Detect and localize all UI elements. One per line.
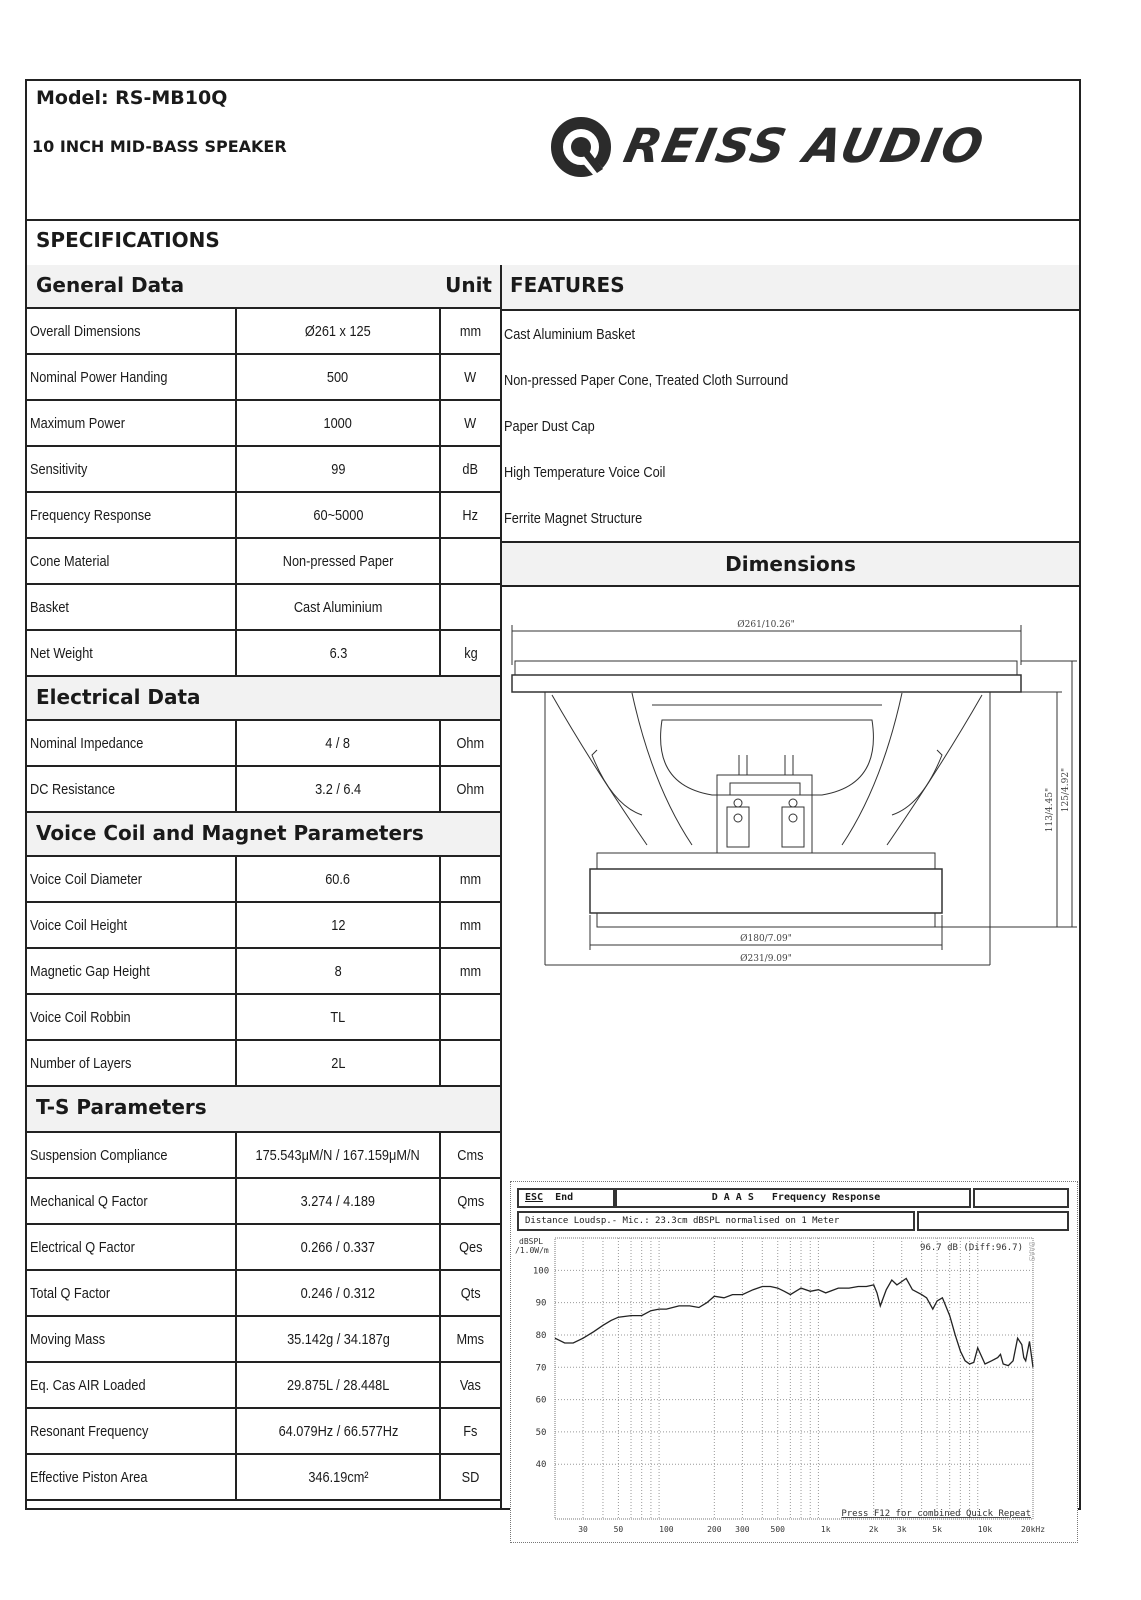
param-value	[237, 857, 441, 901]
footer-hint: Press F12 for combined Quick Repeat	[841, 1509, 1031, 1519]
table-row	[27, 903, 500, 949]
param-value-text: 3.274 / 4.189	[300, 1192, 376, 1210]
param-label	[27, 1363, 237, 1407]
x-tick-label: 10k	[977, 1525, 993, 1534]
param-value	[237, 355, 441, 399]
feature-text: Cast Aluminium Basket	[504, 325, 636, 343]
param-unit-text: dB	[462, 460, 479, 478]
param-unit	[441, 585, 500, 629]
param-unit	[441, 903, 500, 947]
param-label-text: Suspension Compliance	[30, 1146, 168, 1164]
daas-info-extra	[917, 1211, 1069, 1231]
daas-watermark: DAAS	[1027, 1242, 1036, 1262]
param-value-text: 500	[327, 368, 349, 386]
q-logo-icon	[549, 115, 617, 183]
param-unit	[441, 447, 500, 491]
param-value	[237, 903, 441, 947]
param-label	[27, 631, 237, 675]
param-label	[27, 857, 237, 901]
param-label-text: Number of Layers	[30, 1054, 132, 1072]
param-unit-text: mm	[459, 322, 482, 340]
section-title: T-S Parameters	[36, 1095, 207, 1119]
param-unit-text: Mms	[456, 1330, 485, 1348]
param-value	[237, 949, 441, 993]
param-value-text: 1000	[323, 414, 353, 432]
section-title: Electrical Data	[36, 685, 201, 709]
speaker-dimension-drawing	[502, 585, 1079, 1005]
param-value	[237, 539, 441, 583]
table-row	[27, 355, 500, 401]
param-value-text: Cast Aluminium	[293, 598, 383, 616]
frequency-response-chart	[511, 1232, 1077, 1542]
param-label	[27, 1317, 237, 1361]
basket-window	[652, 705, 882, 795]
x-tick-label: 200	[707, 1525, 722, 1534]
param-label-text: Cone Material	[30, 552, 110, 570]
x-tick-label: 500	[770, 1525, 785, 1534]
param-unit-text: mm	[459, 870, 482, 888]
table-row	[27, 1271, 500, 1317]
outer-diameter-label: Ø261/10.26"	[737, 620, 795, 630]
param-unit-text: Qms	[457, 1192, 484, 1210]
param-label-text: Maximum Power	[30, 414, 125, 432]
param-label	[27, 585, 237, 629]
section-title: General Data	[36, 273, 185, 297]
param-value-text: 3.2 / 6.4	[314, 780, 362, 798]
table-row	[27, 721, 500, 767]
param-label-text: Eq. Cas AIR Loaded	[30, 1376, 146, 1394]
y-tick-label: 40	[535, 1460, 547, 1471]
y-axis-unit: /1.0W/m	[515, 1246, 549, 1255]
param-unit	[441, 1041, 500, 1085]
param-unit	[441, 1363, 500, 1407]
table-row	[27, 1363, 500, 1409]
feature-item	[502, 311, 1079, 357]
general-data-table	[27, 309, 500, 677]
feature-text: High Temperature Voice Coil	[504, 463, 666, 481]
param-unit-text: Hz	[462, 506, 479, 524]
param-value-text: 60~5000	[312, 506, 363, 524]
param-unit	[441, 1455, 500, 1499]
basket-outline	[545, 692, 990, 965]
frequency-response-window	[510, 1181, 1078, 1543]
param-label	[27, 493, 237, 537]
param-label-text: Mechanical Q Factor	[30, 1192, 148, 1210]
dimensions-header	[502, 541, 1079, 587]
param-label-text: Overall Dimensions	[30, 322, 141, 340]
param-value-text: Non-pressed Paper	[282, 552, 394, 570]
table-row	[27, 493, 500, 539]
y-axis-label: dBSPL	[519, 1237, 544, 1246]
param-label	[27, 401, 237, 445]
param-unit-text: Fs	[463, 1422, 478, 1440]
param-label	[27, 721, 237, 765]
param-value-text: 2L	[330, 1054, 346, 1072]
param-value-text: 35.142g / 34.187g	[286, 1330, 390, 1348]
table-row	[27, 995, 500, 1041]
feature-item	[502, 495, 1079, 541]
param-label	[27, 1179, 237, 1223]
param-unit-text: Ohm	[456, 780, 485, 798]
param-unit-text: mm	[459, 916, 482, 934]
y-tick-label: 100	[532, 1266, 550, 1277]
x-tick-label: 1k	[820, 1525, 831, 1534]
param-label-text: Sensitivity	[30, 460, 88, 478]
daas-info: Distance Loudsp.- Mic.: 23.3cm dBSPL normalised on 1 Meter	[517, 1211, 915, 1231]
param-value	[237, 1133, 441, 1177]
param-label	[27, 539, 237, 583]
param-label	[27, 995, 237, 1039]
param-value-text: 60.6	[325, 870, 351, 888]
model-title: Model: RS-MB10Q	[36, 87, 228, 109]
param-value-text: Ø261 x 125	[305, 322, 371, 340]
specifications-title: SPECIFICATIONS	[36, 228, 220, 252]
param-unit-text: SD	[461, 1468, 480, 1486]
table-row	[27, 1225, 500, 1271]
table-row	[27, 1317, 500, 1363]
brand-name: REISS AUDIO	[619, 119, 990, 174]
brand-logo	[549, 115, 1039, 185]
esc-label: End	[555, 1192, 574, 1203]
x-tick-label: 300	[735, 1525, 750, 1534]
x-tick-label: 100	[659, 1525, 674, 1534]
param-value	[237, 1363, 441, 1407]
feature-item	[502, 403, 1079, 449]
table-row	[27, 401, 500, 447]
spl-curve	[555, 1278, 1033, 1367]
param-value-text: 64.079Hz / 66.577Hz	[278, 1422, 398, 1440]
param-label	[27, 767, 237, 811]
param-unit-text: Cms	[457, 1146, 484, 1164]
feature-text: Non-pressed Paper Cone, Treated Cloth Surround	[504, 371, 789, 389]
terminal-block	[717, 775, 812, 853]
magnet	[590, 869, 942, 913]
param-unit	[441, 1133, 500, 1177]
param-unit	[441, 949, 500, 993]
param-label-text: Voice Coil Diameter	[30, 870, 142, 888]
surround-ring	[515, 661, 1017, 675]
param-value	[237, 1179, 441, 1223]
param-unit-text: W	[464, 368, 477, 386]
param-value-text: TL	[330, 1008, 346, 1026]
param-label	[27, 1455, 237, 1499]
param-unit	[441, 1409, 500, 1453]
param-value	[237, 767, 441, 811]
unit-header: Unit	[445, 273, 492, 297]
table-row	[27, 585, 500, 631]
features-list	[502, 311, 1079, 541]
param-value	[237, 631, 441, 675]
param-value	[237, 1455, 441, 1499]
depth-total-label: 125/4.92"	[1061, 767, 1071, 813]
param-label	[27, 1409, 237, 1453]
param-unit	[441, 767, 500, 811]
daas-title-extra	[973, 1188, 1069, 1208]
param-value-text: 99	[330, 460, 346, 478]
right-column	[500, 265, 1079, 1534]
param-label-text: Moving Mass	[30, 1330, 106, 1348]
param-value	[237, 1409, 441, 1453]
param-label	[27, 447, 237, 491]
top-plate	[597, 853, 935, 869]
param-value-text: 175.543μM/N / 167.159μM/N	[255, 1146, 421, 1164]
x-tick-label: 20kHz	[1020, 1525, 1046, 1534]
param-unit	[441, 721, 500, 765]
param-label	[27, 1133, 237, 1177]
param-unit-text: W	[464, 414, 477, 432]
x-tick-label: 50	[613, 1525, 624, 1534]
y-tick-label: 50	[535, 1427, 547, 1438]
param-unit	[441, 355, 500, 399]
voice-coil-table	[27, 857, 500, 1087]
param-label-text: Electrical Q Factor	[30, 1238, 135, 1256]
basket-diameter-label: Ø231/9.09"	[740, 954, 792, 964]
table-row	[27, 1179, 500, 1225]
table-row	[27, 539, 500, 585]
ts-parameters-table	[27, 1133, 500, 1501]
table-row	[27, 949, 500, 995]
table-row	[27, 1133, 500, 1179]
header	[27, 81, 1079, 221]
esc-key-label: ESC	[525, 1192, 544, 1203]
param-value	[237, 1225, 441, 1269]
table-row	[27, 1041, 500, 1087]
param-label	[27, 1271, 237, 1315]
feature-text: Paper Dust Cap	[504, 417, 595, 435]
param-value	[237, 309, 441, 353]
param-label-text: Net Weight	[30, 644, 93, 662]
y-tick-label: 70	[535, 1363, 547, 1374]
param-unit	[441, 995, 500, 1039]
param-unit-text: kg	[463, 644, 478, 662]
param-label-text: Voice Coil Height	[30, 916, 128, 934]
param-unit	[441, 1317, 500, 1361]
param-value	[237, 585, 441, 629]
dimensions-title: Dimensions	[725, 552, 856, 576]
param-value	[237, 721, 441, 765]
datasheet	[25, 79, 1081, 1534]
y-tick-label: 80	[535, 1330, 547, 1341]
param-value-text: 12	[330, 916, 346, 934]
param-label	[27, 355, 237, 399]
table-row	[27, 309, 500, 355]
feature-text: Ferrite Magnet Structure	[504, 509, 643, 527]
table-row	[27, 447, 500, 493]
param-unit	[441, 1225, 500, 1269]
param-unit-text: Vas	[459, 1376, 482, 1394]
ts-parameters-header	[27, 1087, 500, 1133]
voice-coil-header	[27, 813, 500, 857]
param-unit	[441, 493, 500, 537]
param-value	[237, 447, 441, 491]
param-label	[27, 1041, 237, 1085]
param-label-text: Nominal Power Handing	[30, 368, 168, 386]
x-tick-label: 2k	[868, 1525, 879, 1534]
param-unit	[441, 857, 500, 901]
param-label	[27, 903, 237, 947]
param-value	[237, 493, 441, 537]
electrical-data-header	[27, 677, 500, 721]
param-value-text: 346.19cm²	[307, 1468, 369, 1486]
param-unit	[441, 1179, 500, 1223]
x-tick-label: 30	[578, 1525, 588, 1534]
param-value-text: 4 / 8	[325, 734, 351, 752]
param-label-text: DC Resistance	[30, 780, 116, 798]
param-value	[237, 1041, 441, 1085]
table-row	[27, 631, 500, 677]
electrical-data-table	[27, 721, 500, 813]
feature-item	[502, 357, 1079, 403]
plot-frame	[555, 1238, 1033, 1519]
param-label	[27, 949, 237, 993]
param-unit	[441, 401, 500, 445]
back-plate	[597, 913, 935, 927]
mounting-flange	[512, 675, 1021, 692]
specifications-heading	[27, 219, 1079, 267]
terminal-left	[727, 807, 749, 847]
param-label-text: Nominal Impedance	[30, 734, 144, 752]
table-row	[27, 1409, 500, 1455]
y-tick-label: 60	[535, 1395, 547, 1406]
param-value	[237, 1271, 441, 1315]
param-value-text: 0.246 / 0.312	[300, 1284, 376, 1302]
param-unit	[441, 631, 500, 675]
param-value-text: 0.266 / 0.337	[300, 1238, 376, 1256]
param-unit	[441, 539, 500, 583]
y-tick-label: 90	[535, 1298, 547, 1309]
param-unit-text: Qts	[460, 1284, 481, 1302]
table-row	[27, 767, 500, 813]
param-label-text: Magnetic Gap Height	[30, 962, 150, 980]
param-value-text: 29.875L / 28.448L	[286, 1376, 390, 1394]
param-unit-text: Ohm	[456, 734, 485, 752]
general-data-header	[27, 265, 500, 309]
daas-title: D A A S Frequency Response	[615, 1188, 971, 1208]
feature-item	[502, 449, 1079, 495]
table-row	[27, 1455, 500, 1501]
features-title: FEATURES	[510, 273, 625, 297]
param-unit	[441, 309, 500, 353]
param-label	[27, 1225, 237, 1269]
param-value	[237, 401, 441, 445]
product-subtitle: 10 INCH MID-BASS SPEAKER	[32, 137, 287, 156]
param-unit-text: mm	[459, 962, 482, 980]
magnet-diameter-label: Ø180/7.09"	[740, 934, 792, 944]
x-tick-label: 5k	[932, 1525, 942, 1534]
depth-inner-label: 113/4.45"	[1045, 787, 1055, 833]
param-label-text: Effective Piston Area	[30, 1468, 148, 1486]
section-title: Voice Coil and Magnet Parameters	[36, 821, 424, 845]
spec-tables	[27, 265, 500, 1501]
terminal-right	[782, 807, 804, 847]
basket-spokes	[552, 693, 982, 845]
features-header	[502, 265, 1079, 311]
param-value-text: 8	[334, 962, 342, 980]
param-label	[27, 309, 237, 353]
param-label-text: Frequency Response	[30, 506, 152, 524]
param-value-text: 6.3	[329, 644, 347, 662]
param-value	[237, 1317, 441, 1361]
readout-label: 96.7 dB (Diff:96.7)	[920, 1243, 1023, 1253]
param-label-text: Basket	[30, 598, 69, 616]
param-unit	[441, 1271, 500, 1315]
x-tick-label: 3k	[896, 1525, 907, 1534]
param-unit-text: Qes	[458, 1238, 483, 1256]
table-row	[27, 857, 500, 903]
param-label-text: Resonant Frequency	[30, 1422, 149, 1440]
param-label-text: Voice Coil Robbin	[30, 1008, 131, 1026]
param-value	[237, 995, 441, 1039]
esc-end-button[interactable]	[517, 1188, 615, 1208]
param-label-text: Total Q Factor	[30, 1284, 111, 1302]
